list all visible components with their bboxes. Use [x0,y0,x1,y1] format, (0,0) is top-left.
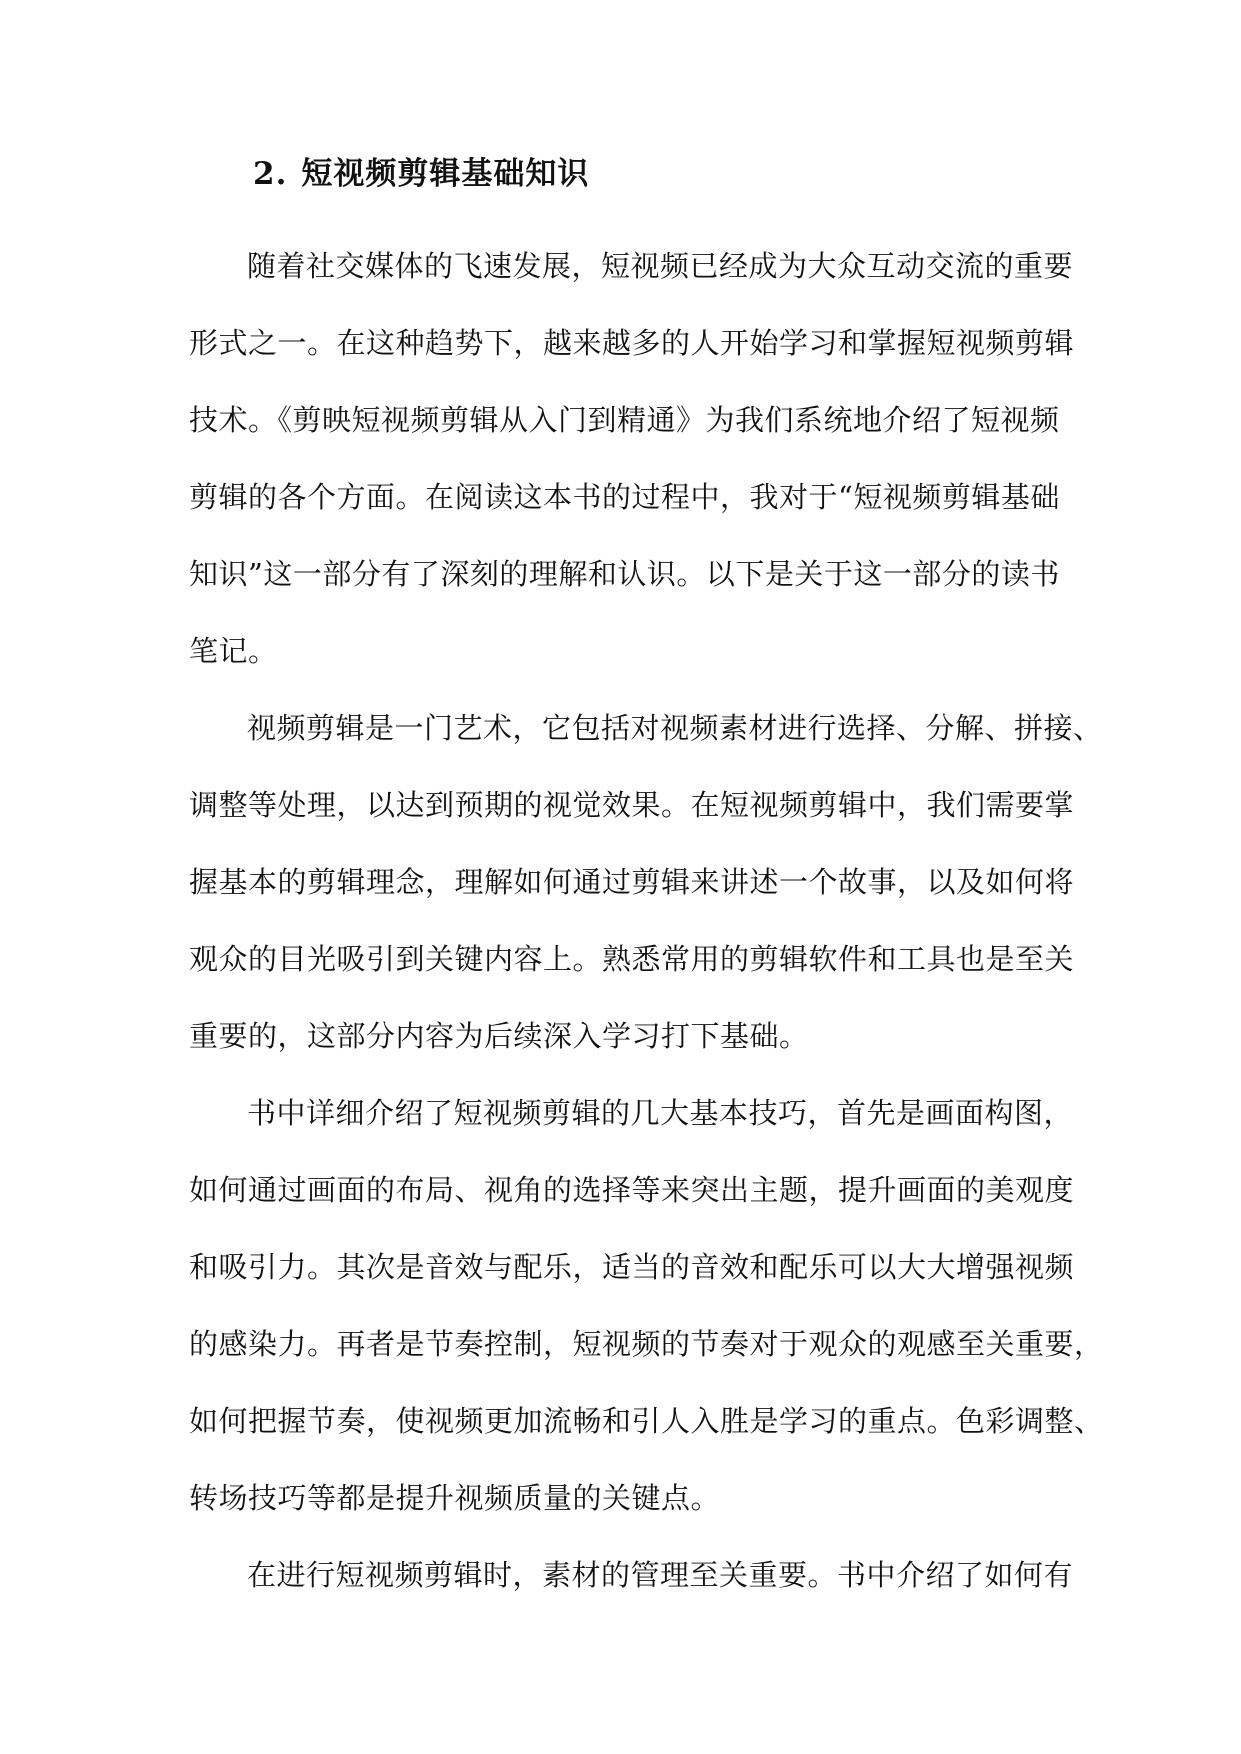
text-line: 视频剪辑是一门艺术，它包括对视频素材进行选择、分解、拼接、 [247,711,1103,745]
section-title: 短视频剪辑基础知识 [301,156,590,192]
paragraph-4 [189,1537,1074,1614]
text-line: 剪辑的各个方面。在阅读这本书的过程中，我对于“短视频剪辑基础 [189,480,1060,514]
text-line: 观众的目光吸引到关键内容上。熟悉常用的剪辑软件和工具也是至关 [189,942,1075,976]
text-line: 调整等处理，以达到预期的视觉效果。在短视频剪辑中，我们需要掌 [189,788,1075,822]
text-line: 握基本的剪辑理念，理解如何通过剪辑来讲述一个故事，以及如何将 [189,865,1075,899]
text-line: 如何把握节奏，使视频更加流畅和引人入胜是学习的重点。色彩调整、 [189,1404,1104,1438]
text-line: 知识”这一部分有了深刻的理解和认识。以下是关于这一部分的读书 [189,557,1060,591]
text-line: 和吸引力。其次是音效与配乐，适当的音效和配乐可以大大增强视频 [189,1250,1075,1284]
paragraph-3 [189,1075,1104,1537]
text-line: 技术。《剪映短视频剪辑从入门到精通》为我们系统地介绍了短视频 [189,403,1060,437]
text-line: 如何通过画面的布局、视角的选择等来突出主题，提升画面的美观度 [189,1173,1075,1207]
text-line: 重要的，这部分内容为后续深入学习打下基础。 [189,1019,809,1053]
paragraph-2 [189,690,1103,1075]
text-line: 在进行短视频剪辑时，素材的管理至关重要。书中介绍了如何有 [247,1558,1074,1592]
text-line: 转场技巧等都是提升视频质量的关键点。 [189,1481,721,1515]
text-line: 书中详细介绍了短视频剪辑的几大基本技巧，首先是画面构图， [247,1096,1074,1130]
text-line: 的感染力。再者是节奏控制，短视频的节奏对于观众的观感至关重要， [189,1327,1104,1361]
text-line: 笔记。 [189,634,278,668]
section-heading [253,148,589,193]
body-text [189,228,1104,1614]
text-line: 形式之一。在这种趋势下，越来越多的人开始学习和掌握短视频剪辑 [189,326,1075,360]
section-number: 2. [253,156,288,192]
paragraph-1 [189,228,1075,690]
text-line: 随着社交媒体的飞速发展，短视频已经成为大众互动交流的重要 [247,249,1074,283]
